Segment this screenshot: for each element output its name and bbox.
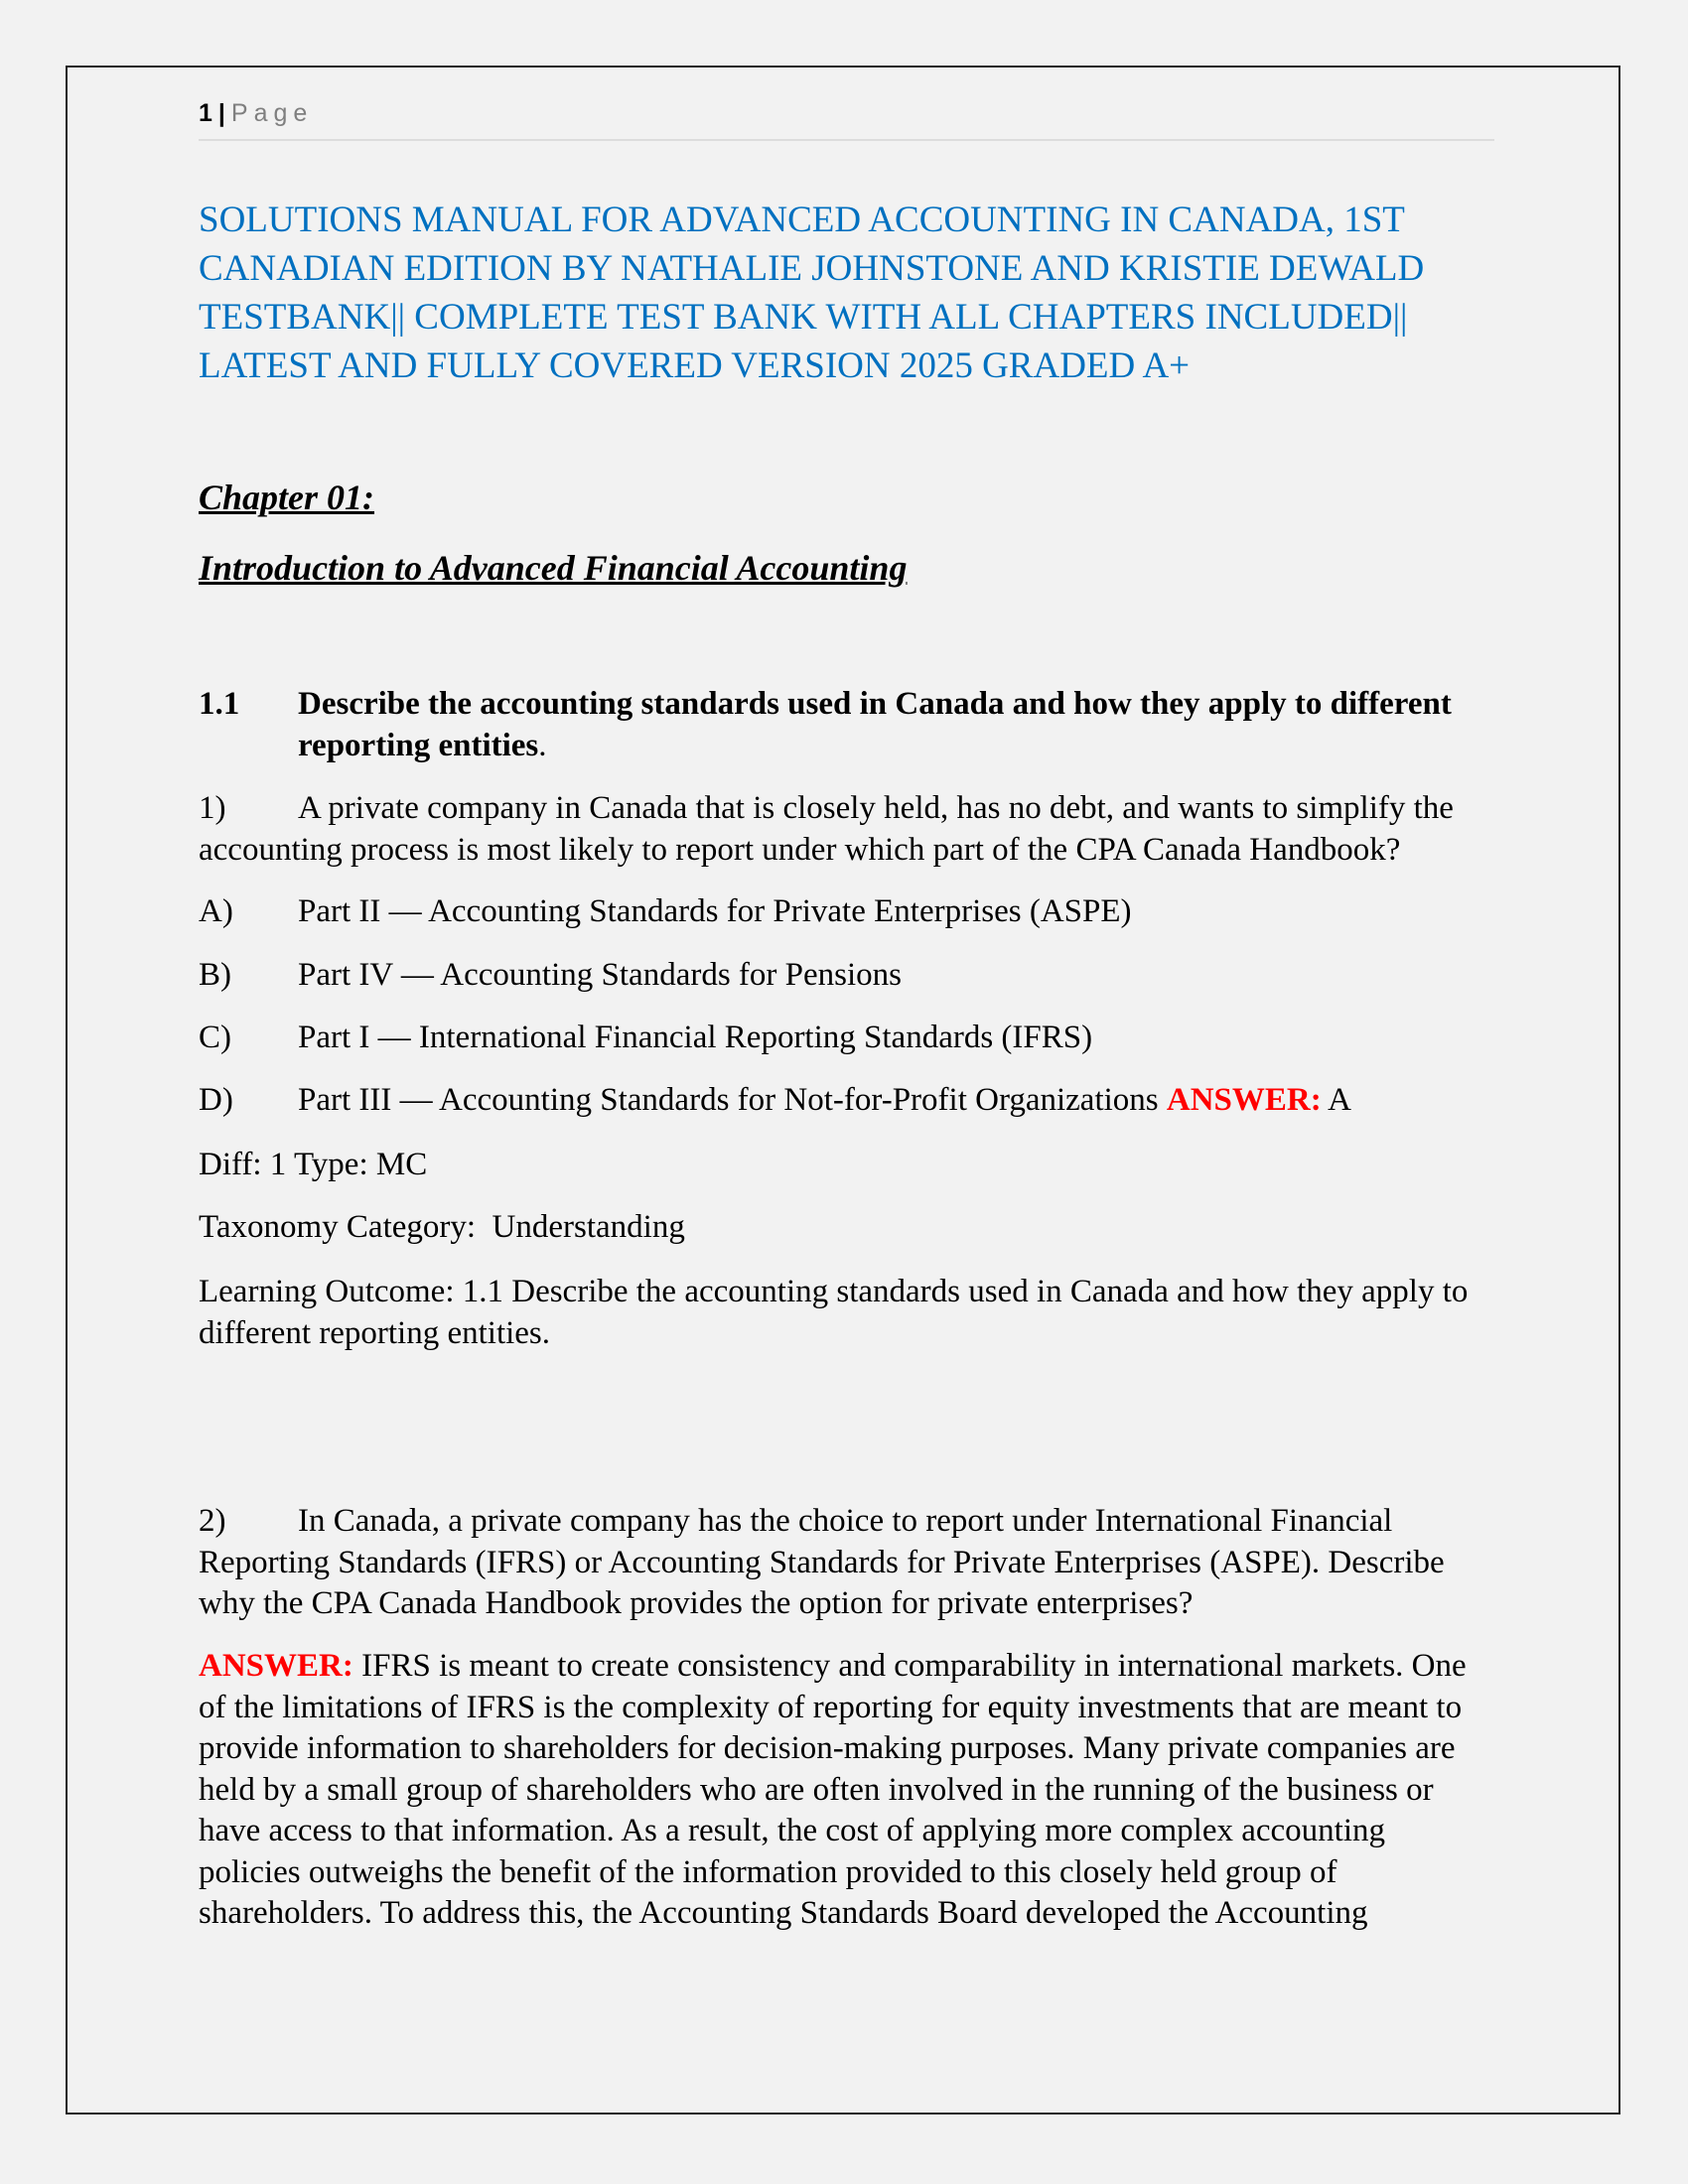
taxonomy-category: Taxonomy Category: Understanding (199, 1209, 685, 1245)
question-2 (199, 1501, 1489, 1625)
option-b (199, 955, 1489, 997)
option-text: Part II — Accounting Standards for Private Enterprises (ASPE) (298, 893, 1132, 929)
learning-outcome: Learning Outcome: 1.1 Describe the accounting standards used in Canada and how they apply to different reporting entities. (199, 1274, 1469, 1351)
answer-label: ANSWER: (199, 1648, 353, 1684)
answer-text: IFRS is meant to create consistency and comparability in international markets. One of the limitations of IFRS is the complexity of reporting for equity investments that are meant to provide information to shareholders for decision-making purposes. Many private companies are held by a small group of shareholders who are often involved in the running of the business or have access to that information. As a result, the cost of applying more complex accounting policies outweighs the benefit of the information provided to this closely held group of shareholders. To address this, the Accounting Standards Board developed the Accounting (199, 1648, 1467, 1931)
question-number: 2) (199, 1503, 226, 1539)
difficulty-type: Diff: 1 Type: MC (199, 1147, 428, 1182)
option-d (199, 1080, 1489, 1122)
question-text: A private company in Canada that is closely held, has no debt, and wants to simplify the accounting process is most likely to report under which part of the CPA Canada Handbook? (199, 790, 1454, 868)
question-text: In Canada, a private company has the choice to report under International Financial Reporting Standards (IFRS) or Accounting Standards for Private Enterprises (ASPE). Describe why the CPA Canada Handbook provides the option for private enterprises? (199, 1503, 1445, 1621)
section-heading (298, 684, 1489, 766)
option-text: Part III — Accounting Standards for Not-for-Profit Organizations (298, 1082, 1167, 1118)
answer-2 (199, 1646, 1489, 1935)
header-separator: | (217, 99, 225, 127)
page-number: 1 (199, 99, 212, 127)
chapter-number: Chapter 01: (199, 478, 375, 517)
option-letter: B) (199, 957, 231, 993)
option-text: Part IV — Accounting Standards for Pensions (298, 957, 903, 993)
option-a (199, 891, 1489, 933)
answer-label: ANSWER: (1166, 1082, 1322, 1118)
section-period: . (538, 727, 547, 763)
section-number: 1.1 (199, 686, 240, 722)
page-header (199, 99, 313, 128)
option-letter: D) (199, 1082, 233, 1118)
section-title: Describe the accounting standards used in Canada and how they apply to different reporting entities (298, 686, 1452, 763)
option-letter: A) (199, 893, 233, 929)
chapter-title: Introduction to Advanced Financial Accounting (199, 548, 908, 588)
option-letter: C) (199, 1020, 231, 1055)
answer-value: A (1321, 1082, 1351, 1118)
header-rule (199, 139, 1494, 141)
document-title: SOLUTIONS MANUAL FOR ADVANCED ACCOUNTING IN CANADA, 1ST CANADIAN EDITION BY NATHALIE JOHNSTONE AND KRISTIE DEWALD TESTBANK|| COMPLETE TEST BANK WITH ALL CHAPTERS INCLUDED|| LATEST AND FULLY COVERED VERSION 2025 GRADED A+ (199, 200, 1425, 386)
option-c (199, 1018, 1489, 1059)
option-text: Part I — International Financial Reporting Standards (IFRS) (298, 1020, 1093, 1055)
question-number: 1) (199, 790, 226, 826)
question-1 (199, 788, 1489, 871)
page-label: Page (230, 99, 314, 127)
